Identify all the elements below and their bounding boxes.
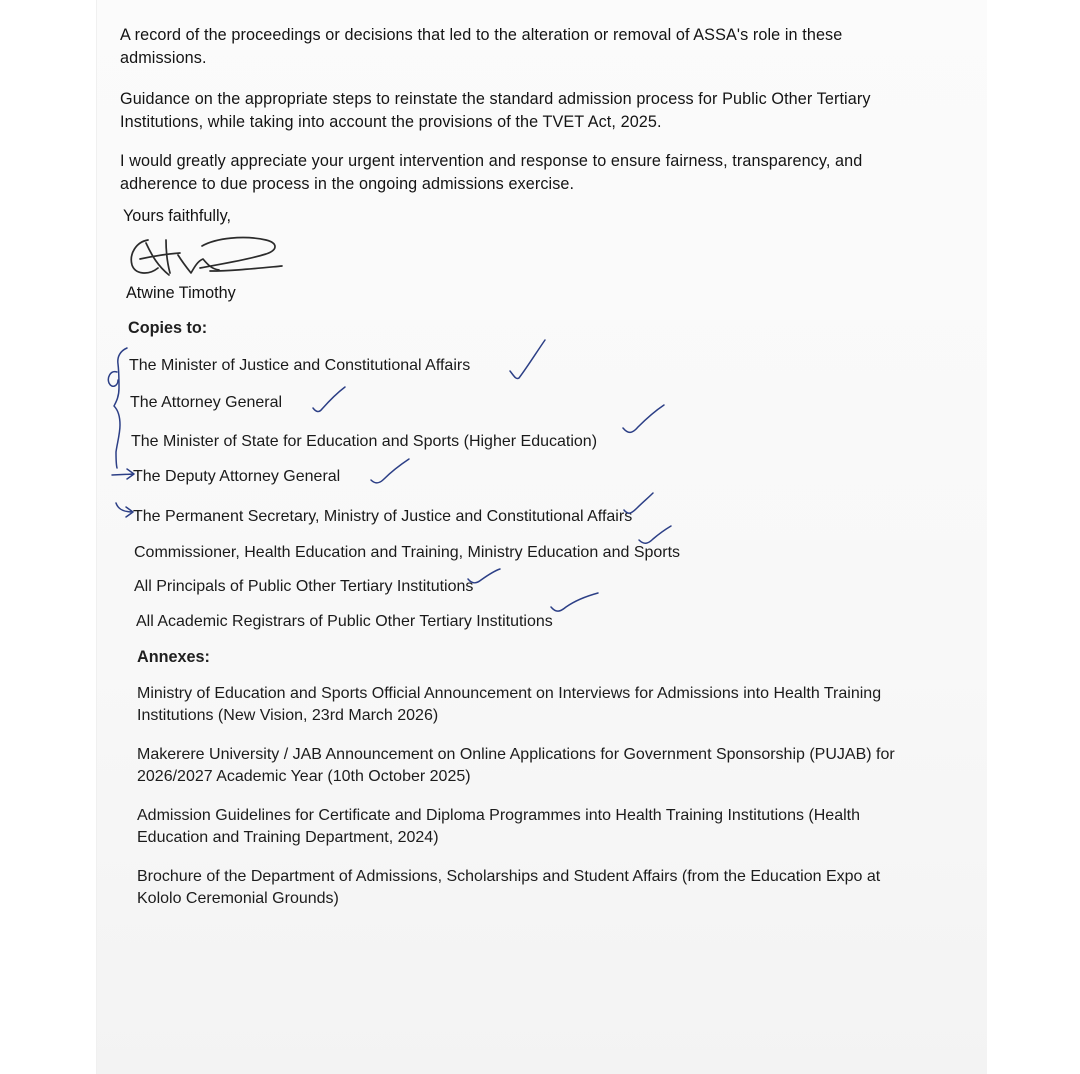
copy-recipient: All Academic Registrars of Public Other Tertiary Institutions [136, 613, 553, 630]
closing-salutation: Yours faithfully, [123, 207, 231, 225]
paragraph-closing-request: I would greatly appreciate your urgent intervention and response to ensure fairness, transparency, and adherence to due process in the ongoing admissions exercise. [120, 152, 863, 193]
copy-recipient: The Minister of Justice and Constitutional Affairs [129, 357, 471, 374]
copy-recipient: The Deputy Attorney General [133, 468, 341, 485]
annexes-heading: Annexes: [137, 648, 210, 666]
paragraph-record-request: A record of the proceedings or decisions that led to the alteration or removal of ASSA's role in these admissions. [120, 26, 843, 67]
copy-recipient: The Permanent Secretary, Ministry of Justice and Constitutional Affairs [133, 508, 633, 525]
paragraph-guidance-request: Guidance on the appropriate steps to reinstate the standard admission process for Public Other Tertiary Institutions, while taking into account the provisions of the TVET Act, 2025. [120, 90, 871, 131]
annex-item: Admission Guidelines for Certificate and Diploma Programmes into Health Training Institutions (Health Education and Training Department, 2024) [137, 807, 860, 846]
copy-recipient: Commissioner, Health Education and Training, Ministry Education and Sports [134, 544, 681, 561]
annex-item: Makerere University / JAB Announcement on Online Applications for Government Sponsorship (PUJAB) for 2026/2027 Academic Year (10th October 2025) [137, 746, 895, 785]
signatory-name: Atwine Timothy [126, 284, 236, 302]
annex-item: Brochure of the Department of Admissions, Scholarships and Student Affairs (from the Education Expo at Kololo Ceremonial Grounds) [137, 868, 881, 907]
copy-recipient: The Minister of State for Education and Sports (Higher Education) [131, 433, 598, 450]
copy-recipient: All Principals of Public Other Tertiary Institutions [134, 578, 474, 595]
handwritten-signature [124, 226, 288, 286]
copies-heading: Copies to: [128, 319, 208, 337]
copy-recipient: The Attorney General [130, 394, 283, 411]
annex-item: Ministry of Education and Sports Official Announcement on Interviews for Admissions into Health Training Institutions (New Vision, 23rd March 2026) [137, 685, 882, 724]
